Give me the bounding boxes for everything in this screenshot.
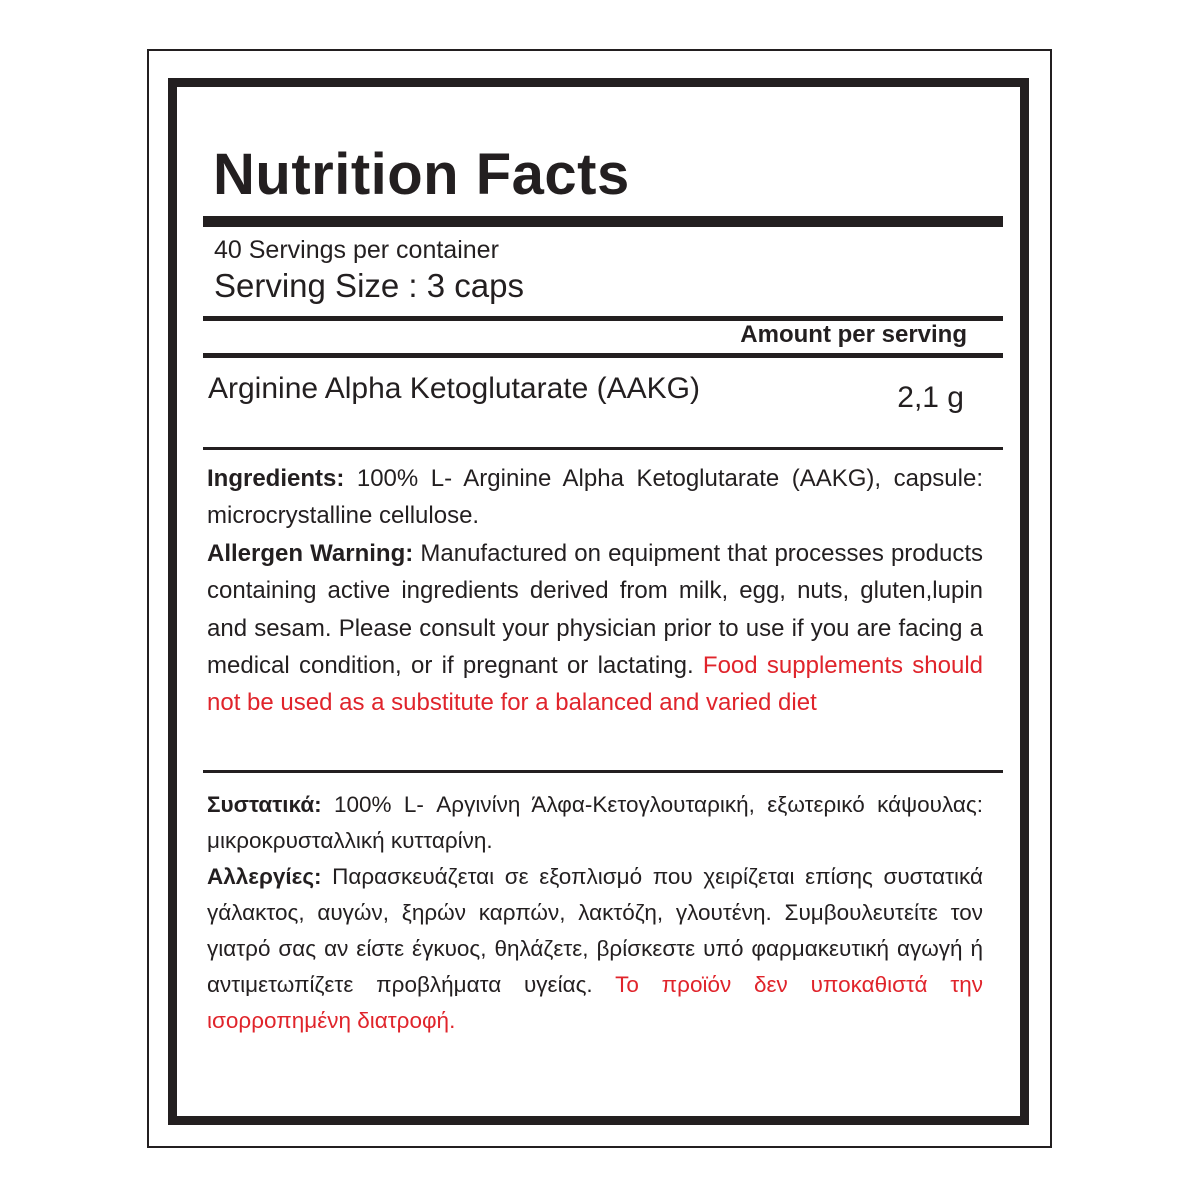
english-allergen-text: Manufactured on equipment that processes products containing active ingredients derived from milk, egg, nuts, gluten,lupin and sesam. Please consult your physician prior to use if you are facing a medical condition, or if pregnant or lactating. xyxy=(207,539,984,680)
greek-supplement-warning: Το προϊόν δεν υποκαθιστά την ισορροπημένη διατροφή. xyxy=(207,972,983,1033)
english-ingredients xyxy=(207,460,983,535)
nutrient-name: Arginine Alpha Ketoglutarate (AAKG) xyxy=(208,372,700,405)
english-allergen-label: Allergen Warning: xyxy=(207,539,414,567)
amount-divider xyxy=(203,353,1003,358)
english-ingredients-text: 100% L- Arginine Alpha Ketoglutarate (AAKG), capsule: microcrystalline cellulose. xyxy=(207,465,983,530)
label-title: Nutrition Facts xyxy=(213,142,630,207)
greek-allergen-text: Παρασκευάζεται σε εξοπλισμό που χειρίζεται επίσης συστατικά γάλακτος, αυγών, ξηρών καρπών, λακτόζη, γλουτένη. Συμβουλευτείτε τον γιατρό σας αν είστε έγκυος, θηλάζετε, βρίσκεστε υπό φαρμακευτική αγωγή ή αντιμετωπίζετε προβλήματα υγείας. xyxy=(207,864,983,997)
amount-per-serving-header: Amount per serving xyxy=(740,321,967,348)
english-ingredients-label: Ingredients: xyxy=(207,465,345,492)
nutrient-divider xyxy=(203,447,1003,450)
serving-size: Serving Size : 3 caps xyxy=(214,267,524,304)
greek-ingredients xyxy=(207,787,983,859)
english-allergen-warning xyxy=(207,535,983,722)
greek-allergen-label: Αλλεργίες: xyxy=(207,864,322,889)
english-supplement-warning: Food supplements should not be used as a substitute for a balanced and varied diet xyxy=(207,652,983,717)
english-text-block xyxy=(207,460,983,722)
nutrient-amount: 2,1 g xyxy=(897,381,964,414)
greek-allergen-warning xyxy=(207,859,983,1039)
title-divider xyxy=(203,216,1003,227)
greek-text-block xyxy=(207,787,983,1039)
language-divider xyxy=(203,770,1003,773)
greek-ingredients-text: 100% L- Αργινίνη Άλφα-Κετογλουταρική, εξωτερικό κάψουλας: μικροκρυσταλλική κυτταρίνη. xyxy=(207,792,983,853)
servings-per-container: 40 Servings per container xyxy=(214,236,499,264)
greek-ingredients-label: Συστατικά: xyxy=(207,792,322,817)
